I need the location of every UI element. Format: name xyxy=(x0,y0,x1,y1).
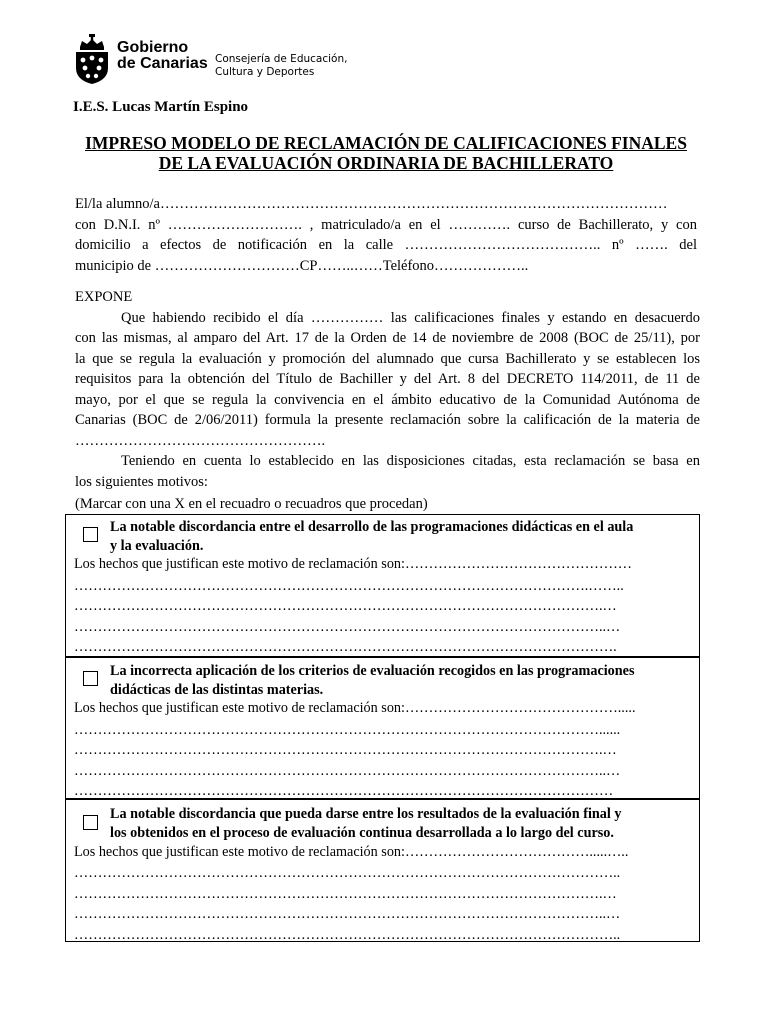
expone-line: Teniendo en cuenta lo establecido en las disposiciones citadas, esta reclamación se basa en xyxy=(121,453,700,469)
document-title-line2: DE LA EVALUACIÓN ORDINARIA DE BACHILLERATO xyxy=(158,153,614,173)
motive-1-facts-line[interactable]: ………………………………………………………………………………………………….… xyxy=(74,598,617,614)
motive-2-title xyxy=(110,662,692,699)
student-data-paragraph xyxy=(75,194,697,276)
motive-3-facts-label[interactable]: Los hechos que justifican este motivo de reclamación son:………………………………….....….. xyxy=(74,844,629,860)
department-line1: Consejería de Educación, xyxy=(215,53,348,65)
motive-2-title-line1: La incorrecta aplicación de los criterios de evaluación recogidos en las programaciones xyxy=(110,663,635,679)
motive-2-title-line2: didácticas de las distintas materias. xyxy=(110,681,324,698)
motive-3-facts-line[interactable]: …………………………………………………………………………………………………….. xyxy=(74,865,621,881)
motive-1-title-line2: y la evaluación. xyxy=(110,537,204,554)
subject-field[interactable]: ……………………………………………. xyxy=(75,432,326,449)
expone-line[interactable]: Que habiendo recibido el día …………… las calificaciones finales y estando en desacuerdo xyxy=(121,309,700,326)
motive-box-1 xyxy=(65,514,700,658)
motive-3-title-line1: La notable discordancia que pueda darse entre los resultados de la evaluación final y xyxy=(110,806,622,822)
org-name-line1: Gobierno xyxy=(117,39,189,56)
expone-line: mayo, por el que se regula la convivencia en el ámbito educativo de la Comunidad Autónoma de xyxy=(75,391,700,408)
motive-1-checkbox[interactable] xyxy=(83,527,98,542)
motive-3-facts-line[interactable]: …………………………………………………………………………………………………..… xyxy=(74,906,621,922)
motive-1-facts-line[interactable]: ……………………………………………………………………………………………….…….. xyxy=(74,578,624,594)
gobierno-canarias-logo xyxy=(72,34,112,84)
motive-2-facts-line[interactable]: …………………………………………………………………………………………………… xyxy=(74,783,614,799)
motive-3-checkbox[interactable] xyxy=(83,815,98,830)
motive-box-3 xyxy=(65,798,700,942)
expone-heading: EXPONE xyxy=(75,289,133,305)
motive-2-facts-label[interactable]: Los hechos que justifican este motivo de reclamación son:………………………………………..... xyxy=(74,700,636,716)
motive-1-facts-label[interactable]: Los hechos que justifican este motivo de reclamación son:………………………………………… xyxy=(74,556,632,572)
student-address-line[interactable]: domicilio a efectos de notificación en la calle ………………………………….. nº ……. del xyxy=(75,237,697,253)
document-title-line1: IMPRESO MODELO DE RECLAMACIÓN DE CALIFICACIONES FINALES xyxy=(85,133,687,153)
document-title xyxy=(70,133,702,173)
department-line2: Cultura y Deportes xyxy=(215,66,315,78)
motive-2-facts-line[interactable]: …………………………………………………………………………………………………..… xyxy=(74,763,621,779)
motive-3-title-line2: los obtenidos en el proceso de evaluación continua desarrollada a lo largo del curso. xyxy=(110,824,614,841)
motive-1-facts-line[interactable]: …………………………………………………………………………………………………..… xyxy=(74,619,621,635)
expone-line: la que se regula la evaluación y promoción del alumnado que cursa Bachillerato y se establecen los xyxy=(75,350,700,367)
motive-1-title-line1: La notable discordancia entre el desarrollo de las programaciones didácticas en el aula xyxy=(110,519,634,535)
school-name: I.E.S. Lucas Martín Espino xyxy=(73,99,249,115)
expone-line: requisitos para la obtención del Título de Bachiller y del Art. 8 del DECRETO 114/2011, de 11 de xyxy=(75,371,700,387)
motive-box-2 xyxy=(65,656,700,800)
expone-line: Canarias (BOC de 2/06/2011) formula la presente reclamación sobre la calificación de la materia de xyxy=(75,412,700,428)
expone-line: con las mismas, al amparo del Art. 17 de la Orden de 14 de noviembre de 2008 (BOC de 25/11), por xyxy=(75,330,700,346)
instruction-text: (Marcar con una X en el recuadro o recuadros que procedan) xyxy=(75,496,428,512)
motive-1-title xyxy=(110,518,692,555)
motive-3-facts-line[interactable]: ………………………………………………………………………………………………….… xyxy=(74,886,617,902)
expone-section xyxy=(75,287,700,492)
student-dni-line[interactable]: con D.N.I. nº ………………………. , matriculado/a en el …………. curso de Bachillerato, y con xyxy=(75,216,697,233)
department-name xyxy=(215,53,347,79)
motive-2-facts-line[interactable]: ………………………………………………………………………………………………….… xyxy=(74,742,617,758)
student-name-line[interactable]: El/la alumno/a…………………………………………………………………………………………… xyxy=(75,196,668,212)
org-name-line2: de Canarias xyxy=(117,55,208,72)
org-name xyxy=(117,40,208,72)
motive-3-facts-line[interactable]: …………………………………………………………………………………………………….. xyxy=(74,927,621,943)
expone-line: los siguientes motivos: xyxy=(75,473,208,490)
motive-1-facts-line[interactable]: ……………………………………………………………………………………………………. xyxy=(74,639,617,655)
motive-2-facts-line[interactable]: …………………………………………………………………………………………………...... xyxy=(74,722,621,738)
motive-2-checkbox[interactable] xyxy=(83,671,98,686)
student-municipality-line[interactable]: municipio de …………………………CP……..……Teléfono……………….. xyxy=(75,257,529,274)
motive-3-title xyxy=(110,805,692,842)
